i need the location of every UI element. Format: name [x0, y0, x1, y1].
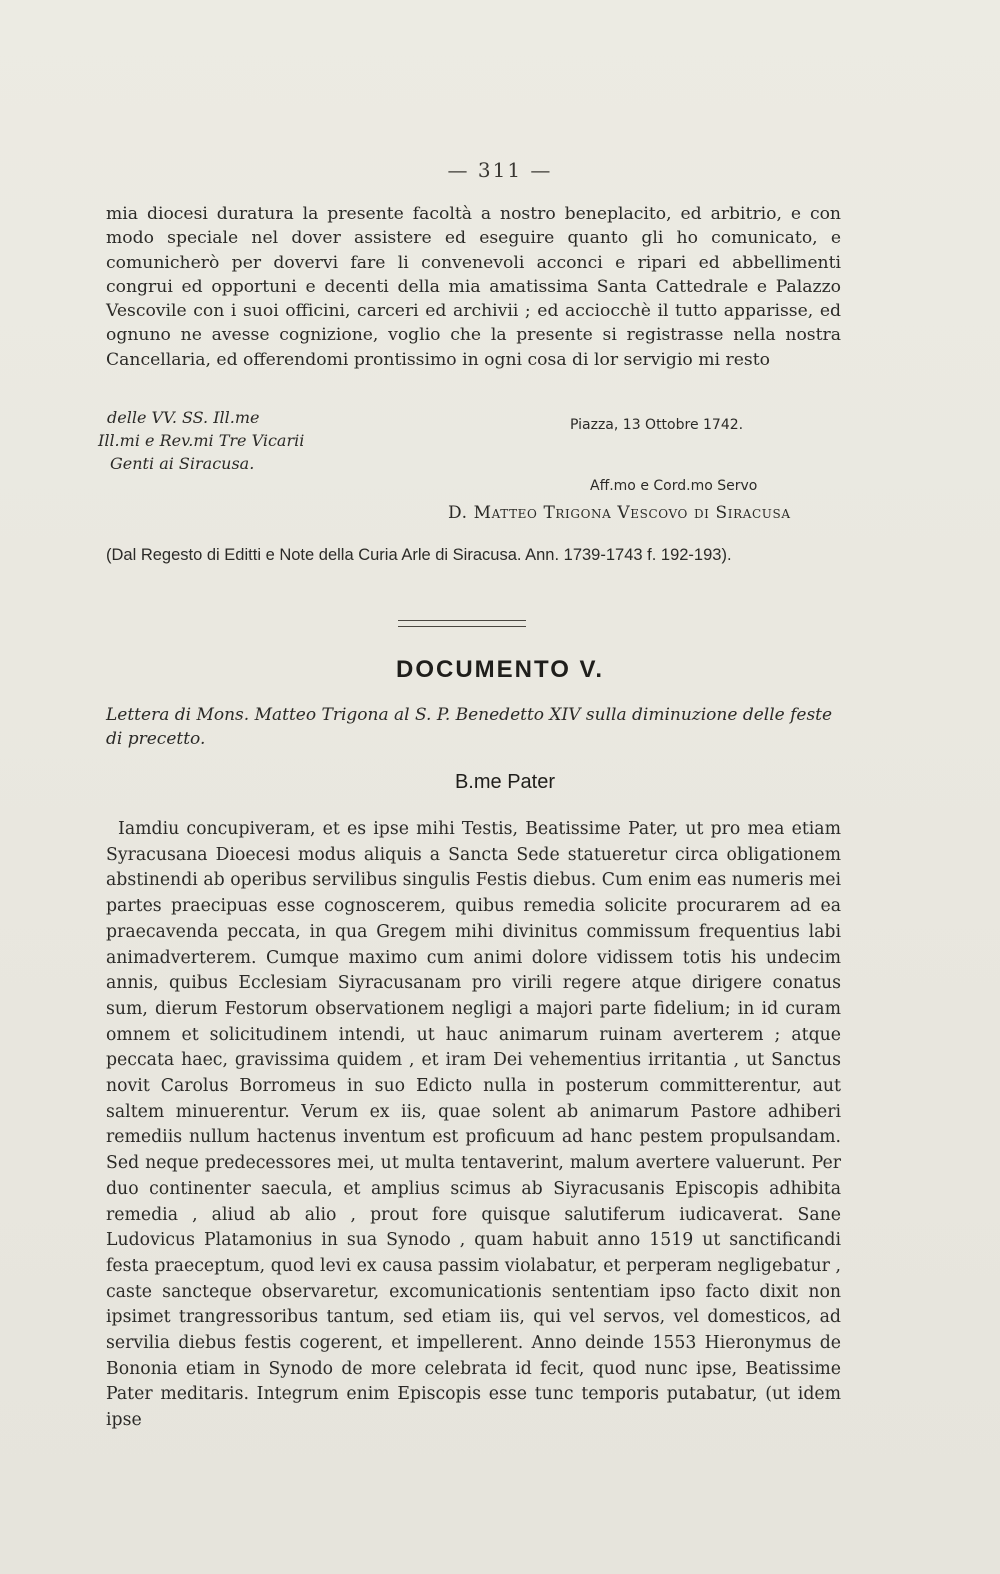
place-date: Piazza, 13 Ottobre 1742. [570, 417, 744, 433]
addressee-line: Ill.mi e Rev.mi Tre Vicarii [98, 431, 305, 450]
document-subtitle: Lettera di Mons. Matteo Trigona al S. P. Benedetto XIV sulla diminuzione delle feste di precetto. [106, 705, 833, 749]
closing-formula: Aff.mo e Cord.mo Servo [590, 478, 758, 494]
salutation: B.me Pater [454, 771, 556, 793]
letter-addressee-block [98, 406, 305, 475]
document-title: DOCUMENTO V. [395, 656, 605, 683]
signer-name: D. Matteo Trigona Vescovo di Siracusa [448, 503, 791, 523]
latin-body-paragraph: Iamdiu concupiveram, et es ipse mihi Testis, Beatissime Pater, ut pro mea etiam Syracusana Dioecesi modus aliquis a Sancta Sede statueretur circa obligationem abstinendi ab operibus servilibus singulis Festis diebus. Cum enim eas numeris mei partes praecipuas esse cognoscerem, quibus remedia solicite procurarem ad ea praecavenda peccata, in qua Gregem mihi divinitus commissum frequentius labi animadverterem. Cumque maximo cum animi dolore vidissem totis his undecim annis, quibus Ecclesiam Siyracusanam pro virili regere atque dirigere conatus sum, dierum Festorum observationem negligi a majori parte fidelium; in id curam omnem et solicitudinem intendi, ut hauc animarum ruinam averterem ; atque peccata haec, gravissima quidem , et iram Dei vehementius irritantia , ut Sanctus novit Carolus Borromeus in suo Edicto nulla in posterum committerentur, aut saltem minuerentur. Verum ex iis, quae solent ab animarum Pastore adhiberi remediis nullum hactenus inventum est proficuum ad hanc pestem propulsandam. Sed neque predecessores mei, ut multa tentaverint, malum avertere valuerunt. Per duo continenter saecula, et amplius scimus ab Siyracusanis Episcopis adhibita remedia , aliud ab alio , prout fore quisque salutiferum iudicaverat. Sane Ludovicus Platamonius in sua Synodo , quam habuit anno 1519 ut sanctificandi festa praeceptum, quod levi ex causa passim violabatur, et perperam negligebatur , caste sancteque observaretur, excomunicationis sententiam ipso facto dixit non ipsimet trangressoribus tantum, sed etiam iis, qui vel servos, vel domesticos, ad servilia diebus festis cogerent, et impellerent. Anno deinde 1553 Hieronymus de Bononia etiam in Synodo de more celebrata id fecit, quod nunc ipse, Beatissime Pater meditaris. Integrum enim Episcopis esse tunc temporis putabatur, (ut idem ipse [106, 819, 841, 1431]
page-number: — 311 — [447, 158, 553, 182]
source-note: (Dal Regesto di Editti e Note della Curia Arle di Siracusa. Ann. 1739-1743 f. 192-193). [106, 546, 732, 564]
section-divider [398, 620, 526, 627]
letter-body-paragraph: mia diocesi duratura la presente facoltà a nostro beneplacito, ed arbitrio, e con modo speciale nel dover assistere ed eseguire quanto gli ho comunicato, e comunicherò per dovervi fare li convenevoli acconci e ripari ed abbellimenti congrui ed opportuni e decenti della mia amatissima Santa Cattedrale e Palazzo Vescovile con i suoi officini, carceri ed archivii ; ed acciocchè il tutto apparisse, ed ognuno ne avesse cognizione, voglio che la presente si registrasse nella nostra Cancellaria, ed offerendomi prontissimo in ogni cosa di lor servigio mi resto [106, 204, 841, 370]
addressee-line: Genti ai Siracusa. [110, 454, 255, 473]
addressee-line: delle VV. SS. Ill.me [107, 408, 260, 427]
